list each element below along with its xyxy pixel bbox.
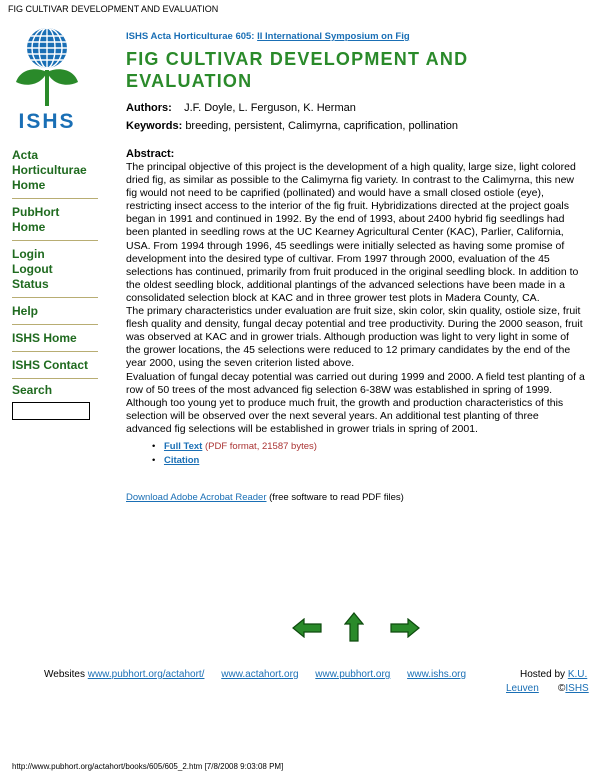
abstract-paragraph-3: Evaluation of fungal decay potential was carried out during 1999 and 2000. A field test planting of a row of 50 trees of the most advanced fig selection 6-38W was established in spring of 1999. Although too young yet to produce much fruit, the growth and production characteristics of this selection will be observed over the next several years. An additional test planting of three advanced fig selections will be established in grower trials in spring of 2001.	[126, 370, 585, 435]
list-item	[152, 454, 586, 468]
acrobat-line	[126, 492, 586, 504]
abstract-paragraph-1: The principal objective of this project is the development of a high quality, large size, light colored dried fig, as similar as possible to the Calimyrna fig variety. In contrast to the Calimyrna, this new fig would not need to be caprified (pollinated) and would have a small closed ostiole (eye), restricting insect access to the interior of the fig fruit. Hybridizations directed at the project goals began in 1991 and continued in 1992. By the end of 1993, about 2400 hybrid fig seedlings had been planted in seedling rows at the UC Kearney Agricultural Center (KAC), Parlier, California, USA. From 1994 through 1996, 45 seedlings were initially selected as having some promise of development into the desired type of cultivar. From 1997 through 2000, evaluation of the 45 selections has continued, primarily from fruit produced in the original seedling block. In addition to the oldest seedling block, additional plantings of the advanced selections have been made in a consolidated selection block at KAC and in three grower test plots in Madera County, CA.	[126, 161, 579, 304]
websites-label: Websites	[44, 669, 85, 680]
logo-text: ISHS	[18, 110, 76, 133]
search-input[interactable]	[12, 402, 90, 420]
keywords-row	[126, 118, 586, 134]
nav-group-help	[12, 302, 98, 325]
site-link-pubhort[interactable]: www.pubhort.org	[315, 669, 391, 680]
footer-websites	[44, 668, 594, 694]
print-footer: http://www.pubhort.org/actahort/books/605/605_2.htm [7/8/2008 9:03:08 PM]	[12, 762, 284, 771]
next-arrow-icon[interactable]	[390, 618, 420, 638]
copyright-symbol: ©	[558, 683, 566, 694]
nav-group-acta	[12, 146, 98, 199]
abstract-paragraph-2: The primary characteristics under evaluation are fruit size, skin color, skin quality, ostiole size, fruit flesh quality and density, fungal decay potential and tree productivity. During the 2000 season, fruit was observed at KAC and in grower trials. Although production was light to very light in some of the grower locations, the 45 selections were reduced to 12 primary candidates by the end of the year 2000, using the seven criterion listed above.	[126, 305, 583, 370]
full-text-link[interactable]: Full Text	[163, 440, 203, 452]
nav-group-ishs-contact	[12, 356, 98, 379]
nav-status[interactable]: Status	[12, 277, 49, 291]
hosted-label: Hosted by	[520, 669, 566, 680]
navigation-arrows	[292, 612, 422, 642]
previous-arrow-icon[interactable]	[292, 618, 322, 638]
nav-ishs-home[interactable]: ISHS Home	[12, 331, 77, 345]
pdf-note: (PDF format, 21587 bytes)	[204, 440, 317, 452]
nav-pubhort[interactable]: PubHort	[12, 205, 60, 219]
nav-logout[interactable]: Logout	[12, 262, 53, 276]
nav-login[interactable]: Login	[12, 247, 45, 261]
search-label: Search	[12, 383, 53, 397]
authors-label: Authors:	[126, 102, 172, 114]
print-header: FIG CULTIVAR DEVELOPMENT AND EVALUATION	[8, 4, 219, 14]
acrobat-note: (free software to read PDF files)	[269, 491, 404, 503]
site-link-actahort[interactable]: www.actahort.org	[221, 669, 299, 680]
hosted-by	[520, 668, 600, 681]
host-leuven-wrap	[506, 682, 539, 695]
abstract	[126, 161, 586, 436]
list-item	[152, 440, 586, 454]
resource-links	[152, 440, 586, 468]
abstract-heading: Abstract:	[126, 148, 175, 160]
authors-value: J.F. Doyle, L. Ferguson, K. Herman	[184, 102, 356, 114]
nav-help[interactable]: Help	[12, 304, 39, 318]
nav-ishs-contact[interactable]: ISHS Contact	[12, 358, 89, 372]
journal-prefix: ISHS Acta Horticulturae 605:	[126, 31, 255, 42]
journal-line	[126, 30, 586, 44]
nav-horticulturae[interactable]: Horticulturae	[12, 163, 87, 177]
authors-row	[126, 100, 586, 116]
copyright	[558, 682, 589, 695]
site-link-ishs[interactable]: www.ishs.org	[407, 669, 467, 680]
host-link-leuven[interactable]: Leuven	[506, 683, 539, 694]
ishs-logo[interactable]	[14, 26, 80, 134]
host-link-ku[interactable]: K.U.	[567, 669, 588, 680]
globe-leaf-icon	[14, 26, 80, 110]
up-arrow-icon[interactable]	[344, 612, 364, 642]
keywords-value: breeding, persistent, Calimyrna, caprification, pollination	[185, 120, 459, 132]
site-link-actahort-pubhort[interactable]: www.pubhort.org/actahort/	[87, 669, 205, 680]
title-line-1: FIG CULTIVAR DEVELOPMENT AND	[126, 49, 469, 69]
nav-pubhort-home[interactable]: Home	[12, 220, 46, 234]
main-content	[126, 30, 586, 504]
nav-group-ishs-home	[12, 329, 98, 352]
citation-link[interactable]: Citation	[163, 454, 200, 466]
nav-group-pubhort	[12, 203, 98, 241]
paper-title	[126, 48, 586, 92]
title-line-2: EVALUATION	[126, 71, 253, 91]
keywords-label: Keywords:	[126, 120, 183, 132]
sidebar	[12, 146, 98, 420]
symposium-link[interactable]: II International Symposium on Fig	[257, 31, 410, 42]
nav-acta[interactable]: Acta	[12, 148, 39, 162]
acrobat-download-link[interactable]: Download Adobe Acrobat Reader	[126, 491, 267, 503]
nav-group-login	[12, 245, 98, 298]
nav-acta-home[interactable]: Home	[12, 178, 46, 192]
copyright-ishs-link[interactable]: ISHS	[565, 683, 589, 694]
